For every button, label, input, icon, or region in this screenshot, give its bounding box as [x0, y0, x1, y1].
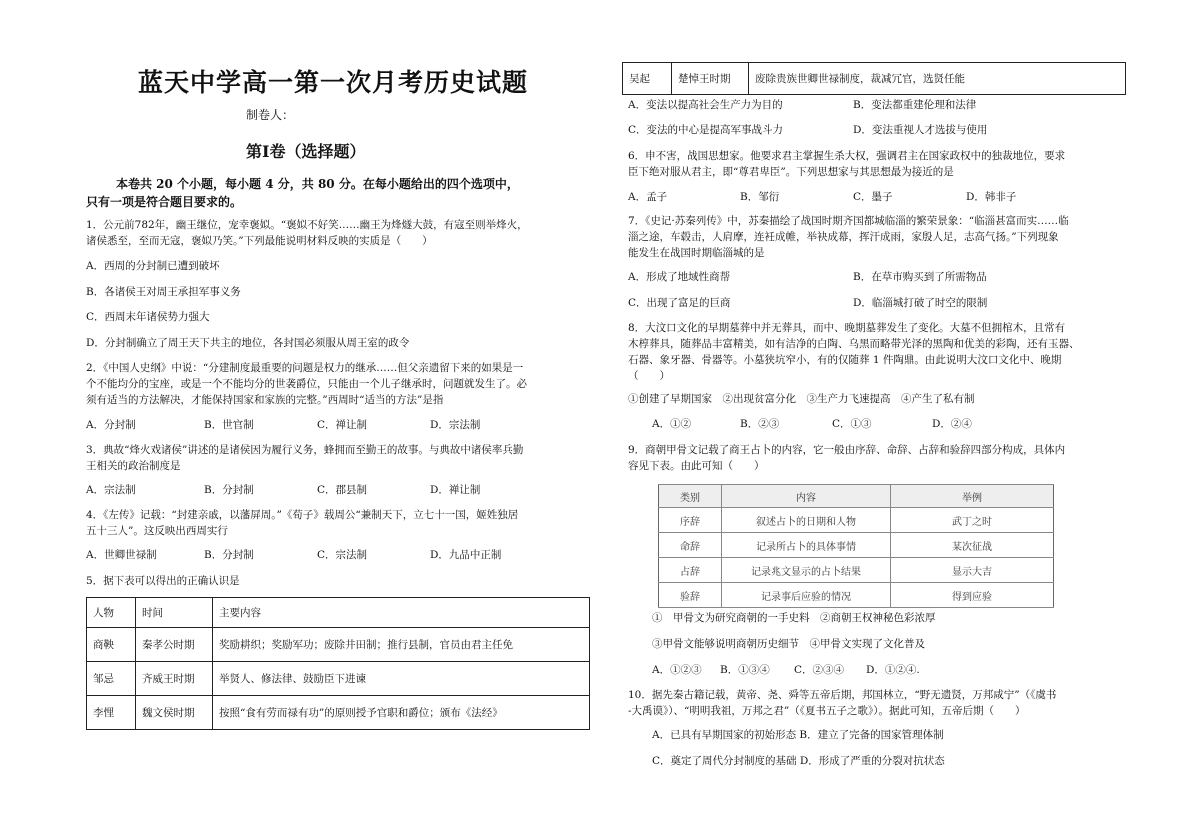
question-stem: （ ）	[628, 370, 670, 382]
question-stem: 淄之途，车毂击，人肩摩，连衽成帷，举袂成幕，挥汗成雨，家殷人足，志高气扬。”下列现象	[628, 231, 1059, 243]
table-cell: 奖励耕织；奖励军功；废除井田制；推行县制，官员由君主任免	[213, 628, 590, 662]
question-stem: 9．商朝甲骨文记载了商王占卜的内容，它一般由序辞、命辞、占辞和验辞四部分构成，具体内	[628, 444, 1066, 456]
question-stem: 木椁葬具，随葬品丰富精美，如有洁净的白陶、乌黑而略带光泽的黑陶和优美的彩陶，还有玉器、	[628, 338, 1080, 350]
table-cell: 记录事后应验的情况	[722, 583, 891, 608]
question-stem: 2．《中国人史纲》中说：“分建制度最重要的问题是权力的继承……但父亲遗留下来的如果是一	[86, 362, 524, 374]
question-stem: 臣下绝对服从君主，即“尊君卑臣”。下列思想家与其思想最为接近的是	[628, 166, 954, 178]
question-stem: 王相关的政治制度是	[86, 460, 181, 472]
table-cell: 显示大吉	[891, 558, 1054, 583]
statement-list: ③甲骨文能够说明商朝历史细节 ④甲骨文实现了文化普及	[652, 638, 925, 650]
table-cell: 商鞅	[87, 628, 136, 662]
maker-label: 制卷人：	[246, 108, 295, 122]
table-cell: 按照“食有劳而禄有功”的原则授予官职和爵位；颁布《法经》	[213, 696, 590, 730]
table-cell: 序辞	[659, 508, 722, 533]
table-cell: 记录兆文显示的占卜结果	[722, 558, 891, 583]
statement-list: ① 甲骨文为研究商朝的一手史料 ②商朝王权神秘色彩浓厚	[652, 612, 936, 624]
option-c: C．禅让制	[317, 419, 368, 431]
option-c: C．变法的中心是提高军事战斗力	[628, 124, 784, 136]
table-cell: 废除贵族世卿世禄制度，裁减冗官，选贤任能	[749, 63, 1126, 95]
option-b: B．各诸侯王对周王承担军事义务	[86, 286, 241, 298]
table-cell: 李悝	[87, 696, 136, 730]
table-cell: 楚悼王时期	[672, 63, 749, 95]
table-cell: 魏文侯时期	[136, 696, 213, 730]
question-9	[628, 442, 1065, 474]
table-cell: 武丁之时	[891, 508, 1054, 533]
table-cell: 齐威王时期	[136, 662, 213, 696]
oracle-bone-table	[658, 484, 1054, 608]
option-d: D．变法重视人才选拔与使用	[853, 124, 988, 136]
table-cell: 某次征战	[891, 533, 1054, 558]
question-2	[86, 360, 527, 408]
question-stem: 7．《史记·苏秦列传》中，苏秦描绘了战国时期齐国都城临淄的繁荣景象：“临淄甚富而实……临	[628, 215, 1069, 227]
option-d: D．禅让制	[430, 484, 481, 496]
question-stem: 1．公元前782年，幽王继位，宠幸褒姒。“褒姒不好笑……幽王为烽燧大鼓，有寇至则举烽火，	[86, 219, 528, 231]
option-d: D．①②④.	[866, 664, 920, 676]
option-d: D．九品中正制	[430, 549, 502, 561]
table-cell: 占辞	[659, 558, 722, 583]
table-row	[87, 696, 590, 730]
table-header-cell: 时间	[136, 598, 213, 628]
question-stem: 3．典故“烽火戏诸侯”讲述的是诸侯因为履行义务，蜂拥而至勤王的故事。与典故中诸侯率兵勤	[86, 444, 524, 456]
question-4	[86, 507, 518, 539]
option-c: C．②③④	[794, 664, 845, 676]
question-stem: 石器、象牙器、骨器等。小墓狭坑窄小，有的仅随葬 1 件陶鼎。由此说明大汶口文化中、晚期	[628, 354, 1062, 366]
table-row	[659, 558, 1054, 583]
statement-list: ①创建了早期国家 ②出现贫富分化 ③生产力飞速提高 ④产生了私有制	[628, 393, 975, 405]
table-cell: 验辞	[659, 583, 722, 608]
question-stem: 诸侯悉至，至而无寇，褒姒乃笑。”下列最能说明材料反映的实质是（ ）	[86, 235, 433, 247]
question-5-stem: 5．据下表可以得出的正确认识是	[86, 575, 240, 587]
question-stem: 4．《左传》记载：“封建亲戚，以藩屏周。”《荀子》载周公“兼制天下，立七十一国，姬姓独居	[86, 509, 519, 521]
table-header-cell: 举例	[891, 485, 1054, 508]
option-d: D．宗法制	[430, 419, 481, 431]
option-b: B．①③④	[720, 664, 770, 676]
question-stem: 五十三人”。这反映出西周实行	[86, 525, 228, 537]
table-row	[659, 533, 1054, 558]
option-b: B．邹衍	[740, 191, 780, 203]
question-stem: 须有适当的方法解决，才能保持国家和家族的完整。”西周时“适当的方法”是指	[86, 394, 444, 406]
option-cd: C．奠定了周代分封制度的基础 D．形成了严重的分裂对抗状态	[652, 755, 945, 767]
option-ab: A．已具有早期国家的初始形态 B．建立了完备的国家管理体制	[652, 729, 944, 741]
reform-table-continued	[622, 62, 1126, 95]
table-header-cell: 内容	[722, 485, 891, 508]
question-stem: 6．申不害，战国思想家。他要求君主掌握生杀大权，强调君主在国家政权中的独裁地位，要求	[628, 150, 1066, 162]
section-title: 第Ⅰ卷（选择题）	[246, 142, 366, 161]
option-b: B．在草市购买到了所需物品	[853, 271, 987, 283]
intro-line-2: 只有一项是符合题目要求的。	[86, 195, 243, 209]
option-c: C．郡县制	[317, 484, 368, 496]
option-c: C．墨子	[853, 191, 893, 203]
exam-title: 蓝天中学高一第一次月考历史试题	[138, 68, 529, 97]
reform-table	[86, 597, 590, 730]
option-b: B．分封制	[204, 484, 254, 496]
option-d: D．临淄城打破了时空的限制	[853, 297, 988, 309]
question-stem: 容见下表。由此可知（ ）	[628, 460, 765, 472]
question-3	[86, 442, 523, 474]
option-c: C．①③	[832, 418, 872, 430]
option-b: B．②③	[740, 418, 780, 430]
question-stem: 能发生在战国时期临淄城的是	[628, 247, 765, 259]
table-cell: 命辞	[659, 533, 722, 558]
option-b: B．分封制	[204, 549, 254, 561]
option-a: A．世卿世禄制	[86, 549, 157, 561]
table-row	[623, 63, 1126, 95]
table-row	[659, 583, 1054, 608]
question-7	[628, 213, 1069, 261]
option-d: D．②④	[932, 418, 972, 430]
option-a: A．孟子	[628, 191, 668, 203]
table-cell: 叙述占卜的日期和人物	[722, 508, 891, 533]
table-row	[87, 628, 590, 662]
table-cell: 吴起	[623, 63, 672, 95]
option-a: A．分封制	[86, 419, 136, 431]
table-header-cell: 主要内容	[213, 598, 590, 628]
table-row	[659, 508, 1054, 533]
table-cell: 记录所占卜的具体事情	[722, 533, 891, 558]
option-c: C．出现了富足的巨商	[628, 297, 731, 309]
option-a: A．宗法制	[86, 484, 136, 496]
option-a: A．①②③	[652, 664, 702, 676]
option-d: D．韩非子	[966, 191, 1017, 203]
table-cell: 得到应验	[891, 583, 1054, 608]
table-header-row	[659, 485, 1054, 508]
option-a: A．西周的分封制已遭到破坏	[86, 260, 220, 272]
question-stem: 10．据先秦古籍记载，黄帝、尧、舜等五帝后期，邦国林立，“野无遗贤，万邦咸宁”（《虞书	[628, 689, 1057, 701]
question-8	[628, 320, 1080, 384]
question-1	[86, 217, 528, 249]
question-stem: 个不能均分的宝座，或是一个不能均分的世袭爵位，只能由一个儿子继承时，问题就发生了。必	[86, 378, 527, 390]
option-c: C．宗法制	[317, 549, 368, 561]
option-d: D．分封制确立了周王天下共主的地位，各封国必须服从周王室的政令	[86, 337, 410, 349]
table-header-cell: 类别	[659, 485, 722, 508]
option-a: A．变法以提高社会生产力为目的	[628, 99, 783, 111]
question-stem: 8．大汶口文化的早期墓葬中并无葬具，而中、晚期墓葬发生了变化。大墓不但拥棺木，且常有	[628, 322, 1066, 334]
option-a: A．形成了地域性商帮	[628, 271, 731, 283]
question-6	[628, 148, 1065, 180]
table-cell: 举贤人、修法律、鼓励臣下进谏	[213, 662, 590, 696]
table-row	[87, 662, 590, 696]
intro-line-1: 本卷共 20 个小题，每小题 4 分，共 80 分。在每小题给出的四个选项中，	[116, 177, 519, 191]
table-cell: 秦孝公时期	[136, 628, 213, 662]
table-header-cell: 人物	[87, 598, 136, 628]
question-stem: -大禹谟》）、“明明我祖，万邦之君”（《夏书五子之歌》）。据此可知，五帝后期（ ）	[628, 705, 1026, 717]
option-b: B．变法都重建伦理和法律	[853, 99, 977, 111]
option-b: B．世官制	[204, 419, 254, 431]
question-10	[628, 687, 1056, 719]
option-a: A．①②	[652, 418, 692, 430]
table-cell: 邹忌	[87, 662, 136, 696]
option-c: C．西周末年诸侯势力强大	[86, 311, 210, 323]
table-header-row	[87, 598, 590, 628]
